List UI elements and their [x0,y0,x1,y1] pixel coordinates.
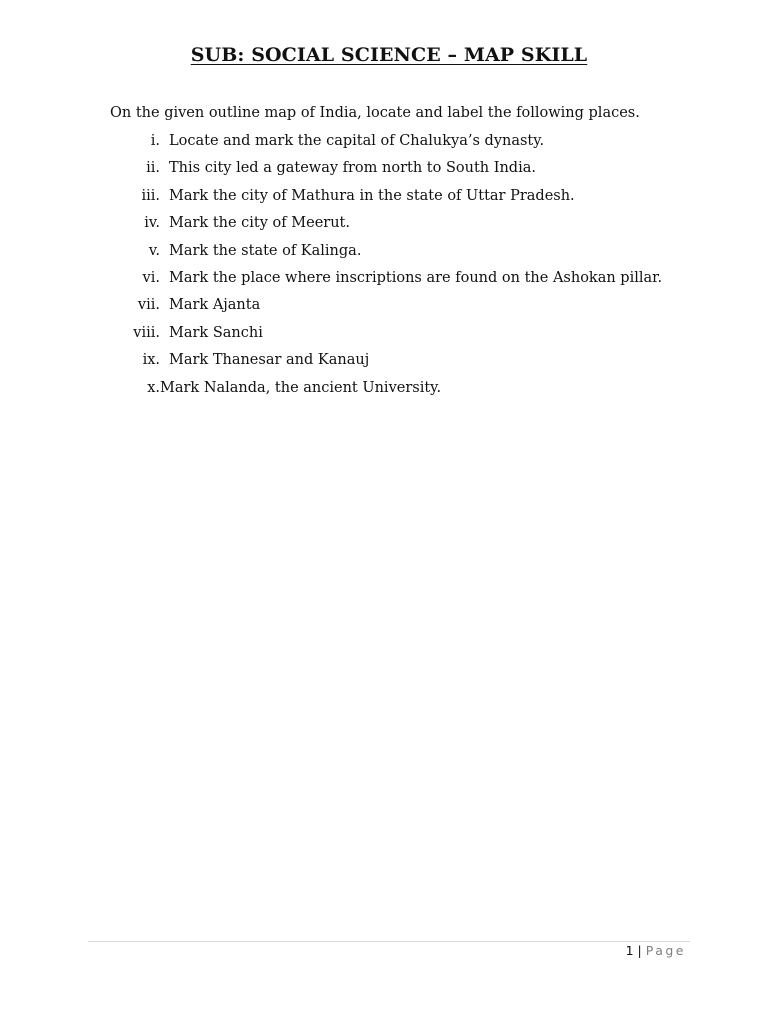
page-label: Page [645,943,686,958]
list-item-text: Mark Thanesar and Kanauj [169,352,370,369]
list-item-text: Mark the city of Mathura in the state of Uttar Pradesh. [169,187,575,204]
list-item [0,352,768,379]
list-item-text: Mark the city of Meerut. [169,215,350,232]
list-item-number: vi. [142,269,160,286]
list-item [0,380,768,407]
list-item-text: Mark the state of Kalinga. [169,242,362,259]
page-title: SUB: SOCIAL SCIENCE – MAP SKILL [190,44,588,66]
list-item [0,325,768,352]
list-item [0,133,768,160]
list-item-number: vii. [137,297,160,314]
list-item-number: v. [148,242,160,259]
list-item [0,243,768,270]
page-footer [626,943,686,958]
question-list [0,133,768,407]
list-item [0,270,768,297]
list-item-text: Mark Nalanda, the ancient University. [160,379,442,396]
list-item [0,215,768,242]
page-number: 1 [625,943,634,958]
list-item-text: Mark Ajanta [169,297,261,314]
list-item-number: iii. [141,187,160,204]
list-item-number: viii. [133,324,160,341]
list-item-text: Locate and mark the capital of Chalukya’s dynasty. [169,133,545,149]
list-item-number: iv. [144,215,160,232]
list-item-number: x. [147,379,160,396]
list-item [0,188,768,215]
list-item-text: This city led a gateway from north to South India. [169,160,536,177]
list-item [0,297,768,324]
footer-divider [88,941,690,942]
list-item-number: i. [150,133,160,149]
instructions-text: On the given outline map of India, locate and label the following places. [110,105,640,121]
list-item-number: ix. [142,352,160,369]
list-item [0,160,768,187]
list-item-text: Mark the place where inscriptions are found on the Ashokan pillar. [169,269,663,286]
page-separator: | [637,943,642,958]
list-item-number: ii. [146,160,160,177]
list-item-text: Mark Sanchi [169,324,263,341]
